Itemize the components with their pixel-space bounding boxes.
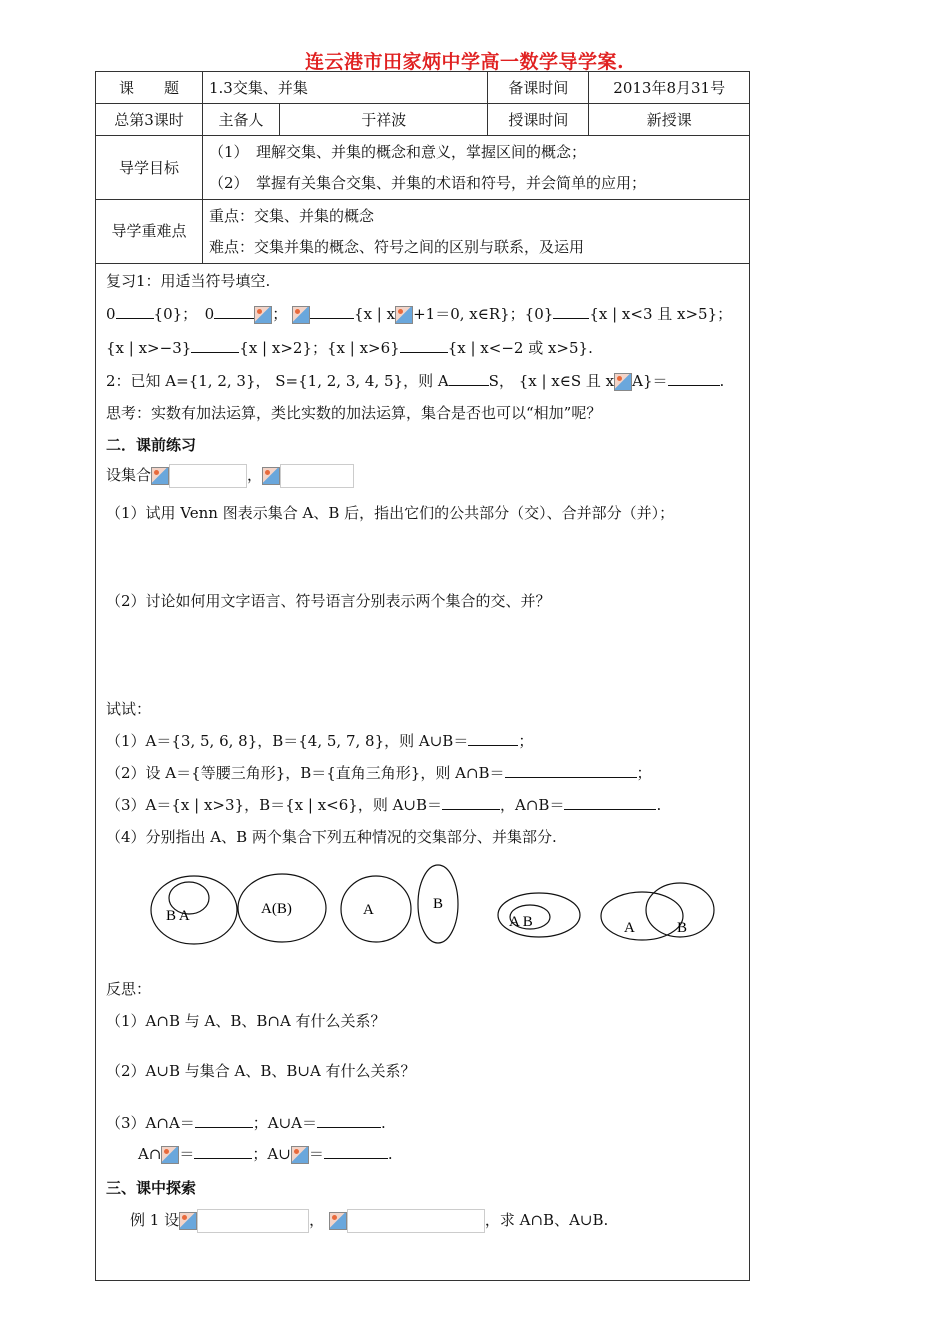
reflect-3: （3）A∩A＝ ；A∪A＝ . [106,1114,386,1132]
goal-1: （1） 理解交集、并集的概念和意义，掌握区间的概念； [209,142,587,161]
reflect-label: 反思： [106,980,152,998]
reflect-1: （1）A∩B 与 A、B、B∩A 有什么关系？ [106,1012,386,1030]
try-3: （3）A＝{x | x>3}，B＝{x | x<6}，则 A∪B＝ ，A∩B＝ . [106,796,662,814]
venn-1-label: B A [166,908,190,924]
venn-5-label-a: A [624,920,635,936]
topic-value: 1.3交集、并集 [203,72,488,104]
formula-image [329,1212,347,1230]
empty-set-image [161,1146,179,1164]
page-title: 连云港市田家炳中学高一数学导学案. [305,51,625,73]
goal-2: （2） 掌握有关集合交集、并集的术语和符号，并会简单的应用； [209,173,647,192]
not-in-image [614,373,632,391]
goal-label: 导学目标 [96,136,203,200]
key-point: 重点：交集、并集的概念 [209,206,375,225]
worksheet [95,71,750,1281]
formula-image [179,1212,197,1230]
review-think: 思考：实数有加法运算，类比实数的加法运算，集合是否也可以“相加”呢？ [106,404,602,422]
question-discuss: （2）讨论如何用文字语言、符号语言分别表示两个集合的交、并？ [106,592,551,610]
author-value: 于祥波 [280,104,488,136]
review-line-1: 复习1：用适当符号填空. [106,272,271,290]
reflect-4: A∩ ＝ ；A∪ ＝ . [138,1145,393,1163]
venn-2-label: A(B) [261,901,292,917]
key-label: 导学重难点 [96,200,203,264]
section-3-heading: 三、课中探索 [106,1179,197,1197]
try-1: （1）A＝{3, 5, 6, 8}，B＝{4, 5, 7, 8}，则 A∪B＝ ； [106,732,534,750]
try-label: 试试： [106,700,152,718]
venn-1 [151,876,237,944]
topic-label: 课 题 [96,72,203,104]
prep-date-label: 备课时间 [488,72,589,104]
venn-3-label-b: B [433,896,444,912]
author-label: 主备人 [203,104,280,136]
formula-image [151,467,169,485]
venn-4-label: A B [509,914,533,930]
try-4: （4）分别指出 A、B 两个集合下列五种情况的交集部分、并集部分. [106,828,557,846]
question-venn: （1）试用 Venn 图表示集合 A、B 后，指出它们的公共部分（交）、合并部分（并）； [106,504,675,522]
lesson-type: 新授课 [589,104,750,136]
set-definition: 设集合 ， [106,464,354,488]
empty-set-image [291,1146,309,1164]
formula-image [262,467,280,485]
try-2: （2）设 A＝{等腰三角形}，B＝{直角三角形}，则 A∩B＝ ； [106,764,652,782]
reflect-2: （2）A∪B 与集合 A、B、B∪A 有什么关系？ [106,1062,416,1080]
lesson-no: 总第3课时 [96,104,203,136]
empty-set-image [254,306,272,324]
header-table [95,71,750,264]
empty-set-image [292,306,310,324]
venn-5-label-b: B [677,920,688,936]
venn-5 [601,883,714,940]
review-line-2: 0 {0}； 0 ； {x | x +1＝0, x∈R}；{0} {x | x<3 且 x>5}； [106,305,733,323]
review-line-4: 2：已知 A={1, 2, 3}， S={1, 2, 3, 4, 5}，则 A S， {x | x∈S 且 x A}＝ . [106,372,725,390]
teach-time-label: 授课时间 [488,104,589,136]
venn-3-label-a: A [363,902,374,918]
review-line-3: {x | x>−3} {x | x>2}；{x | x>6} {x | x<−2 或 x>5}. [106,339,593,357]
formula-image [395,306,413,324]
venn-diagrams [96,852,751,952]
prep-date-value: 2013年8月31号 [589,72,750,104]
example-1: 例 1 设 ， ，求 A∩B、A∪B. [130,1209,608,1233]
difficult-point: 难点：交集并集的概念、符号之间的区别与联系，及运用 [209,237,585,256]
section-2-heading: 二．课前练习 [106,436,197,454]
